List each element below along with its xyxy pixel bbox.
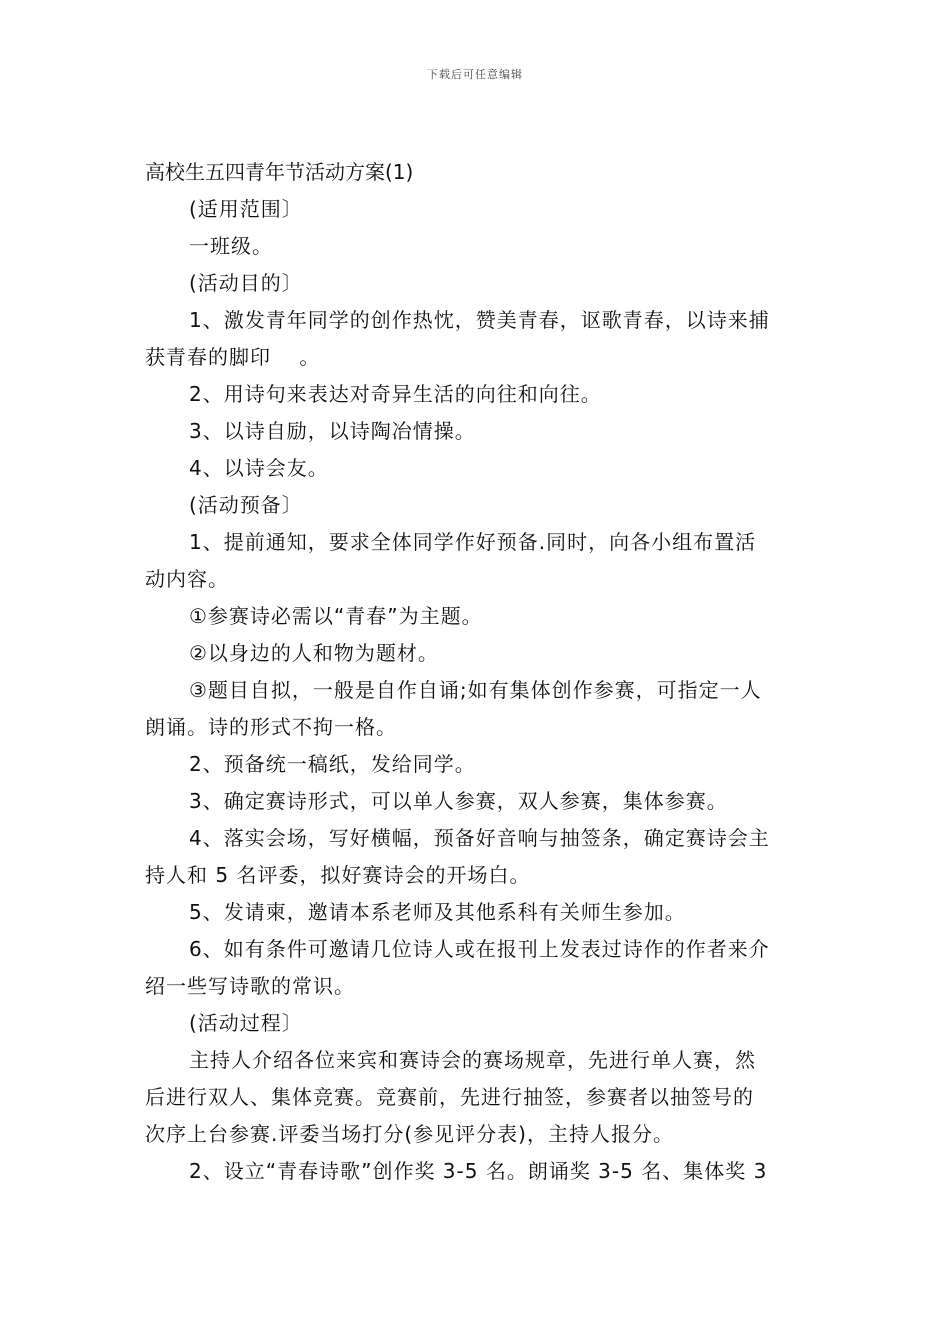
document-body — [145, 154, 809, 1190]
document-line: (活动过程〕 — [189, 1011, 303, 1035]
document-line: 动内容。 — [145, 567, 229, 591]
document-line: 朗诵。诗的形式不拘一格。 — [145, 715, 397, 739]
document-lines — [145, 191, 809, 1190]
document-line: 3、确定赛诗形式，可以单人参赛，双人参赛，集体参赛。 — [189, 789, 728, 813]
document-line: 3、以诗自励，以诗陶冶情操。 — [189, 419, 476, 443]
document-line: 绍一些写诗歌的常识。 — [145, 974, 355, 998]
document-line: 2、预备统一稿纸，发给同学。 — [189, 752, 476, 776]
document-line: 持人和 5 名评委，拟好赛诗会的开场白。 — [145, 863, 531, 887]
document-line: 5、发请柬，邀请本系老师及其他系科有关师生参加。 — [189, 900, 686, 924]
document-line: ③题目自拟，一般是自作自诵;如有集体创作参赛，可指定一人 — [189, 678, 762, 702]
page-header-note: 下载后可任意编辑 — [427, 68, 523, 81]
document-line: ①参赛诗必需以“青春”为主题。 — [189, 604, 483, 628]
document-line: 4、以诗会友。 — [189, 456, 329, 480]
document-line: 2、设立“青春诗歌”创作奖 3-5 名。朗诵奖 3-5 名、集体奖 3 — [189, 1159, 768, 1183]
document-line: 2、用诗句来表达对奇异生活的向往和向往。 — [189, 382, 602, 406]
document-line: ②以身边的人和物为题材。 — [189, 641, 439, 665]
document-line: 后进行双人、集体竞赛。竞赛前，先进行抽签，参赛者以抽签号的 — [145, 1085, 754, 1109]
document-title: 高校生五四青年节活动方案(1) — [145, 160, 414, 184]
document-line: 6、如有条件可邀请几位诗人或在报刊上发表过诗作的作者来介 — [189, 937, 770, 961]
document-line: (活动目的〕 — [189, 271, 303, 295]
document-line: 1、激发青年同学的创作热忱，赞美青春，讴歌青春，以诗来捕 — [189, 308, 770, 332]
document-line: (活动预备〕 — [189, 493, 303, 517]
document-line: 一班级。 — [189, 234, 273, 258]
document-line: 1、提前通知，要求全体同学作好预备.同时，向各小组布置活 — [189, 530, 757, 554]
document-line: 4、落实会场，写好横幅，预备好音响与抽签条，确定赛诗会主 — [189, 826, 770, 850]
document-line: 次序上台参赛.评委当场打分(参见评分表)，主持人报分。 — [145, 1122, 674, 1146]
document-line: (适用范围〕 — [189, 197, 303, 221]
document-line: 获青春的脚印 。 — [145, 345, 321, 369]
document-line: 主持人介绍各位来宾和赛诗会的赛场规章，先进行单人赛，然 — [189, 1048, 756, 1072]
